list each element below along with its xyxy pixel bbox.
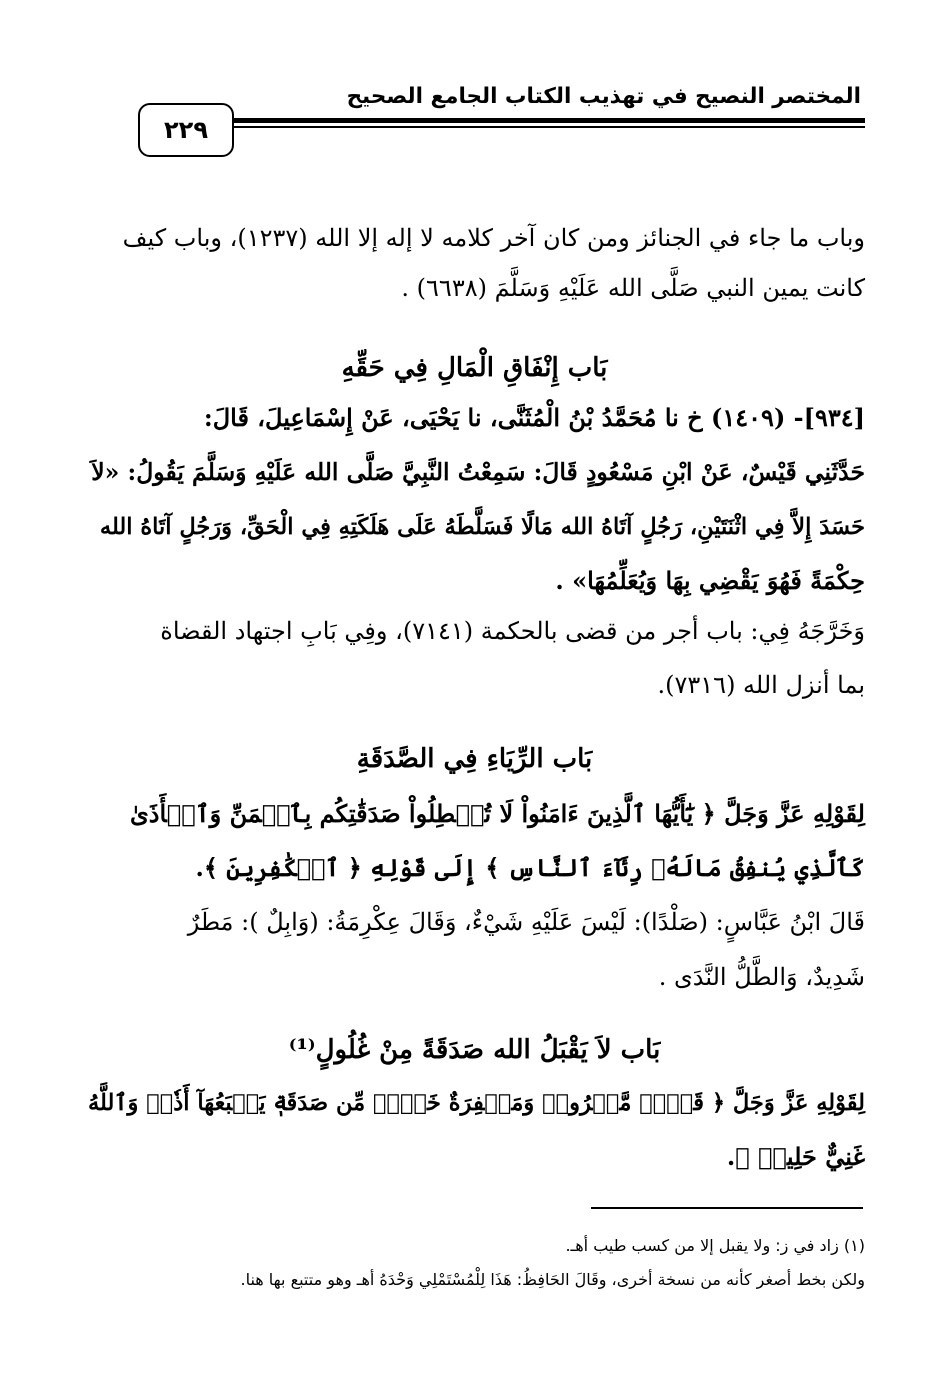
page-number: ٢٢٩: [164, 116, 208, 144]
hadith-line: حِكْمَةً فَهُوَ يَقْضِي بِهَا وَيُعَلِّمُهَا» .: [555, 566, 865, 595]
paragraph-line: شَدِيدٌ، وَالطَّلُّ النَّدَى .: [658, 963, 865, 991]
chapter-heading: بَاب الرِّيَاءِ فِي الصَّدَقَةِ: [356, 744, 593, 774]
footnote-separator: [591, 1207, 863, 1209]
paragraph-line: وباب ما جاء في الجنائز ومن كان آخر كلامه لا إله إلا الله (١٢٣٧)، وباب كيف: [122, 224, 865, 252]
quran-line: لِقَوْلِهِ عَزَّ وَجَلَّ ﴿ يَٰٓأَيُّهَا ٱلَّذِينَ ءَامَنُواْ لَا تُبۡطِلُواْ صَدَقَٰتِكُم بِٱلۡمَنِّ وَٱلۡأَذَىٰ: [130, 799, 865, 828]
footnote-line: (١) زاد في ز: ولا يقبل إلا من كسب طيب أهـ.: [565, 1236, 865, 1255]
chapter-heading: بَاب لاَ يَقْبَلُ الله صَدَقَةً مِنْ غُلُولٍ⁽¹⁾: [288, 1035, 661, 1065]
paragraph-line: وَخَرَّجَهُ فِي: باب أجر من قضى بالحكمة (٧١٤١)، وفِي بَابِ اجتهاد القضاة: [160, 617, 865, 645]
hadith-line: حَدَّثَنِي قَيْسٌ، عَنْ ابْنِ مَسْعُودٍ قَالَ: سَمِعْتُ النَّبِيَّ صَلَّى الله عَلَيْهِ وَسَلَّمَ يَقُولُ: «لاَ: [91, 458, 865, 486]
paragraph-line: قَالَ ابْنُ عَبَّاسٍ: (صَلْدًا): لَيْسَ عَلَيْهِ شَيْءٌ، وَقَالَ عِكْرِمَةُ: (وَابِلٌ ): مَطَرٌ: [187, 908, 865, 936]
paragraph-line: كانت يمين النبي صَلَّى الله عَلَيْهِ وَسَلَّمَ (٦٦٣٨) .: [401, 274, 865, 302]
hadith-line: [٩٣٤]- (١٤٠٩) خ نا مُحَمَّدُ بْنُ الْمُثَنَّى، نا يَحْيَى، عَنْ إِسْمَاعِيلَ، قَالَ:: [203, 403, 865, 432]
hadith-line: حَسَدَ إِلاَّ فِي اثْنَتَيْنِ، رَجُلٍ آتَاهُ الله مَالًا فَسَلَّطَهُ عَلَى هَلَكَتِهِ فِي الْحَقِّ، وَرَجُلٍ آتَاهُ الله: [99, 514, 865, 540]
quran-line: لِقَوْلِهِ عَزَّ وَجَلَّ ﴿ قَوۡلٞ مَّعۡرُوفٞ وَمَغۡفِرَةٌ خَيۡرٞ مِّن صَدَقَةٖ يَتۡبَعُهَآ أَذٗىۗ وَٱللَّهُ: [87, 1090, 865, 1116]
header-rule-thin: [218, 126, 865, 128]
page-number-box: [138, 103, 234, 157]
footnote-line: ولكن بخط أصغر كأنه من نسخة أخرى، وقَالَ الحَافِظُ: هَذَا لِلْمُسْتَمْلِي وَحْدَهُ أهـ وهو متتبع بها هنا.: [240, 1270, 865, 1289]
quran-line: كَٱلَّذِي يُنفِقُ مَالَهُۥ رِئَآءَ ٱلنَّاسِ ﴾ إِلَى قَوْلِهِ ﴿ ٱلۡكَٰفِرِينَ ﴾.: [195, 853, 865, 882]
quran-line: غَنِيٌّ حَلِيمٞ ﴾.: [726, 1142, 865, 1171]
chapter-heading: بَاب إِنْفَاقِ الْمَالِ فِي حَقِّهِ: [341, 353, 608, 383]
paragraph-line: بما أنزل الله (٧٣١٦).: [657, 671, 865, 699]
running-header-title: المختصر النصيح في تهذيب الكتاب الجامع الصحيح: [346, 84, 861, 109]
header-rule-thick: [218, 118, 865, 123]
